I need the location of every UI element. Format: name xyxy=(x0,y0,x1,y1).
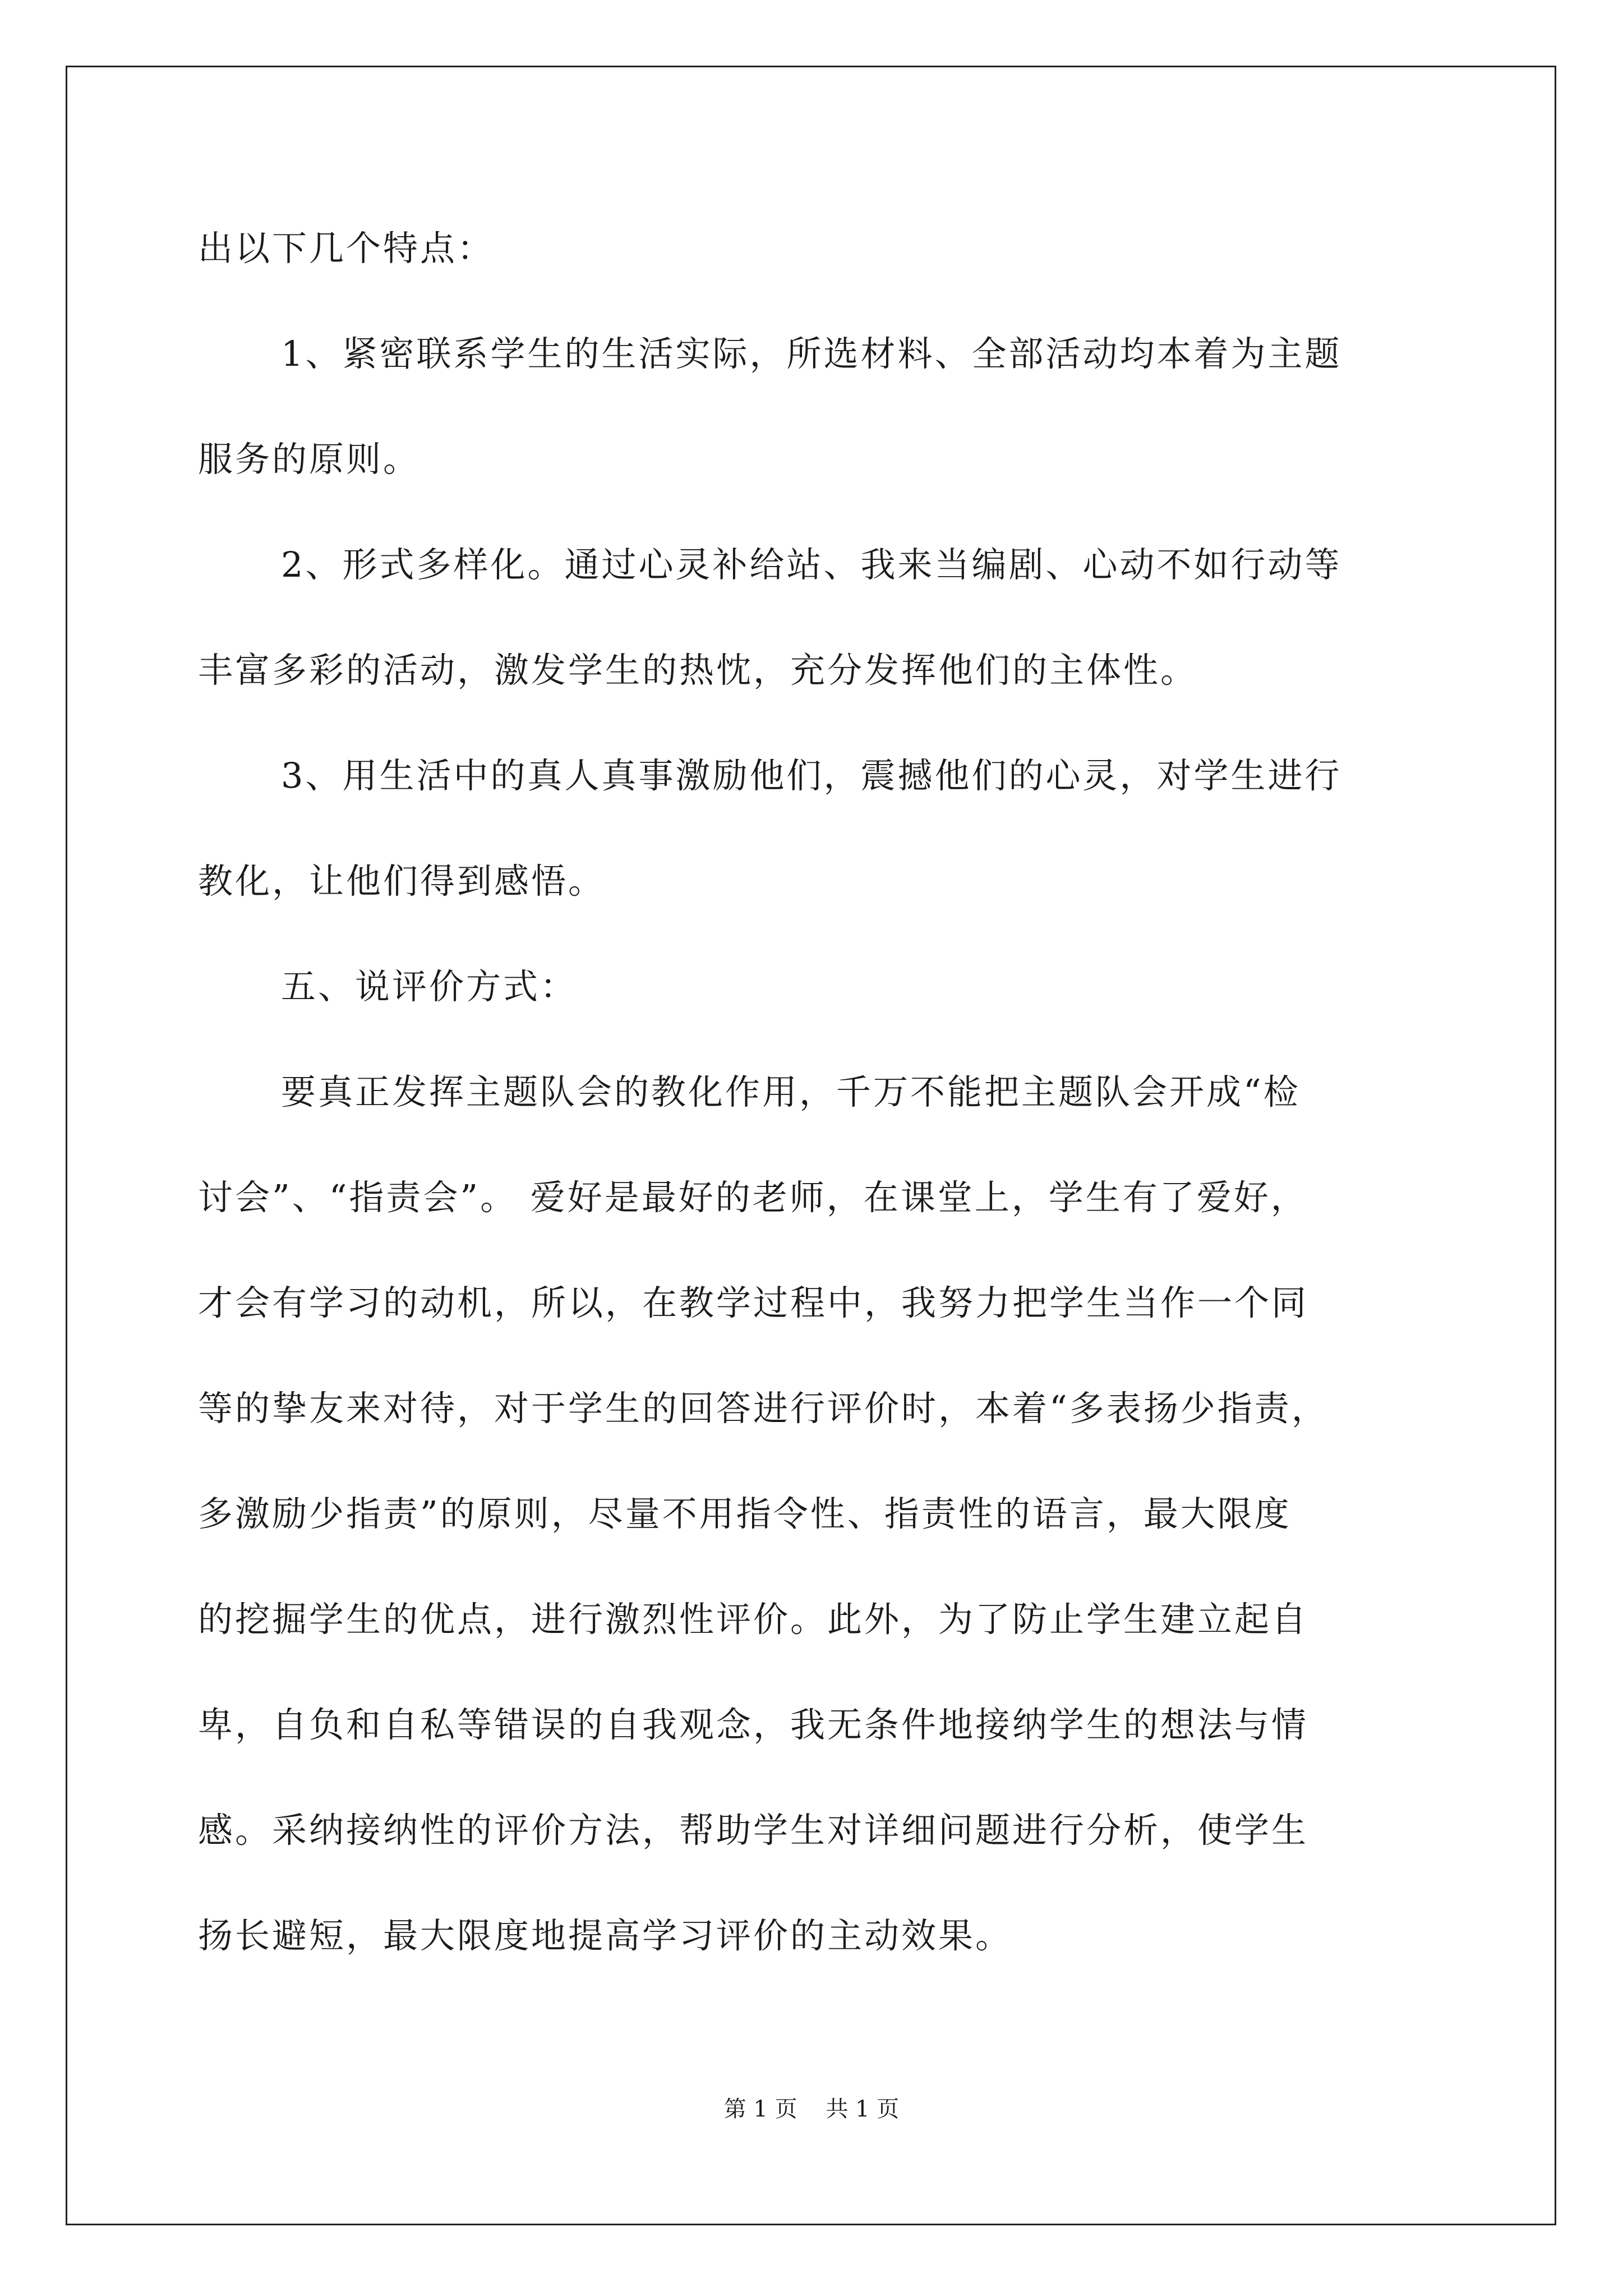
text-line: 卑，自负和自私等错误的自我观念，我无条件地接纳学生的想法与情 xyxy=(198,1704,1309,1745)
text-line: 1、紧密联系学生的生活实际，所选材料、全部活动均本着为主题 xyxy=(281,333,1342,374)
page-border xyxy=(66,66,1556,2225)
text-line: 服务的原则。 xyxy=(198,439,421,480)
text-line: 出以下几个特点： xyxy=(198,228,495,269)
text-line: 才会有学习的动机，所以，在教学过程中，我努力把学生当作一个同 xyxy=(198,1282,1309,1323)
text-line: 感。采纳接纳性的评价方法，帮助学生对详细问题进行分析，使学生 xyxy=(198,1810,1309,1851)
text-line: 2、形式多样化。通过心灵补给站、我来当编剧、心动不如行动等 xyxy=(281,544,1342,585)
text-line: 的挖掘学生的优点，进行激烈性评价。此外，为了防止学生建立起自 xyxy=(198,1599,1309,1640)
page-number-footer: 第 1 页 共 1 页 xyxy=(723,2096,900,2122)
text-line: 等的挚友来对待，对于学生的回答进行评价时，本着“多表扬少指责， xyxy=(198,1388,1329,1429)
text-line: 讨会”、“指责会”。 爱好是最好的老师，在课堂上，学生有了爱好， xyxy=(198,1177,1308,1218)
text-line: 要真正发挥主题队会的教化作用，千万不能把主题队会开成“检 xyxy=(281,1071,1301,1112)
text-line: 丰富多彩的活动，激发学生的热忱，充分发挥他们的主体性。 xyxy=(198,650,1198,691)
text-line: 3、用生活中的真人真事激励他们，震撼他们的心灵，对学生进行 xyxy=(281,755,1342,796)
text-line: 扬长避短，最大限度地提高学习评价的主动效果。 xyxy=(198,1915,1013,1956)
section-heading: 五、说评价方式： xyxy=(281,966,578,1007)
text-line: 教化，让他们得到感悟。 xyxy=(198,861,606,901)
text-line: 多激励少指责”的原则，尽量不用指令性、指责性的语言，最大限度 xyxy=(198,1493,1292,1534)
